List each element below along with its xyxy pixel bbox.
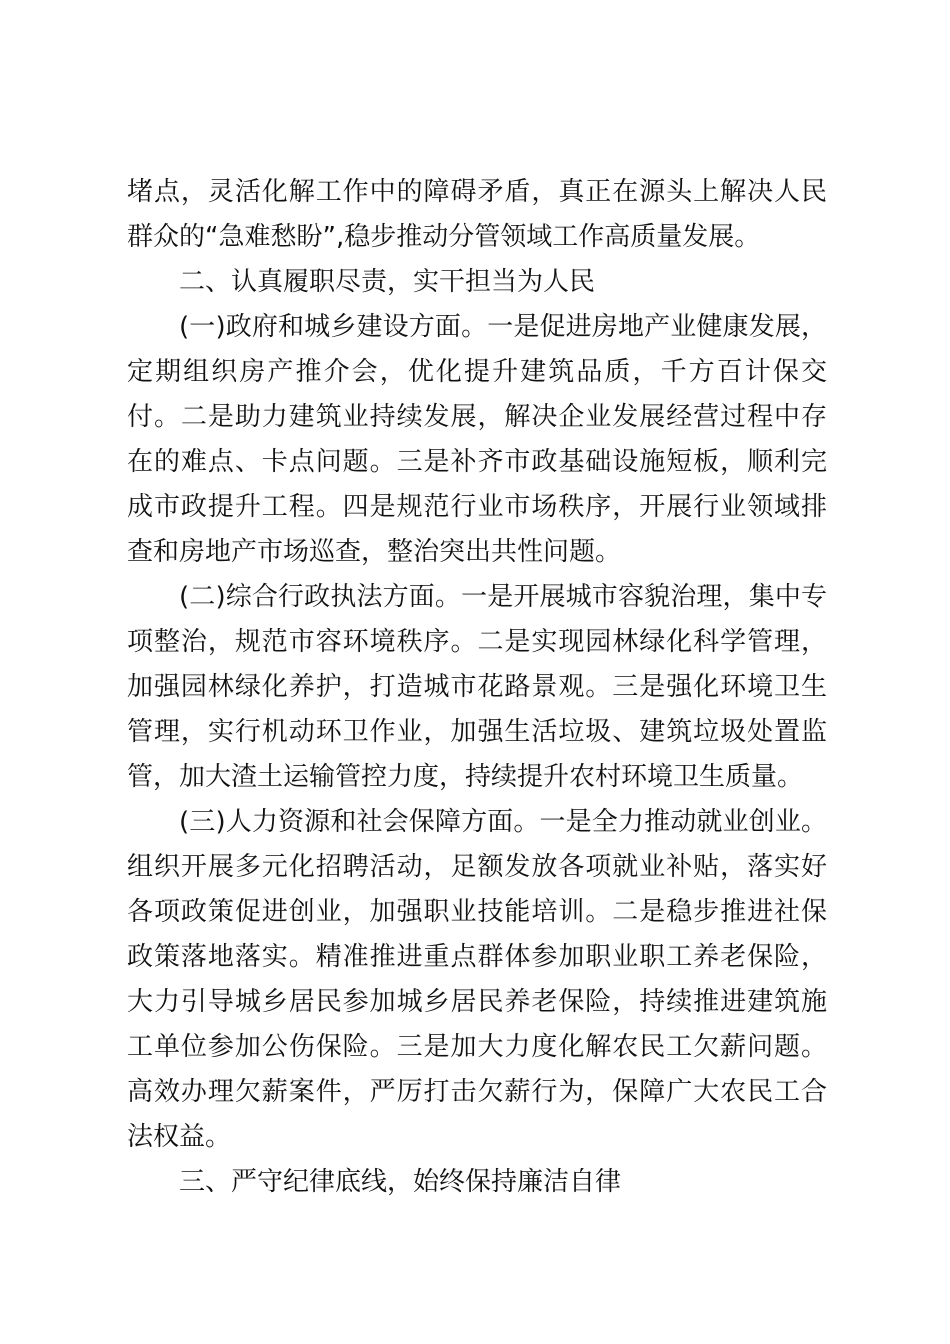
section-heading-2: 二、认真履职尽责，实干担当为人民: [179, 267, 596, 297]
document-body: [127, 170, 827, 1205]
section-heading-3: 三、严守纪律底线，始终保持廉洁自律: [179, 1167, 622, 1197]
paragraph-human-resources: (三)人力资源和社会保障方面。一是全力推动就业创业。组织开展多元化招聘活动，足额发放各项就业补贴，落实好各项政策促进创业，加强职业技能培训。二是稳步推进社保政策落地落实。精准推进重点群体参加职业职工养老保险，大力引导城乡居民参加城乡居民养老保险，持续推进建筑施工单位参加公伤保险。三是加大力度化解农民工欠薪问题。高效办理欠薪案件，严厉打击欠薪行为，保障广大农民工合法权益。: [127, 807, 827, 1152]
paragraph-continuation: 堵点，灵活化解工作中的障碍矛盾，真正在源头上解决人民群众的“急难愁盼”,稳步推动分管领域工作高质量发展。: [127, 177, 827, 252]
paragraph-urban-construction: (一)政府和城乡建设方面。一是促进房地产业健康发展，定期组织房产推介会，优化提升建筑品质，千方百计保交付。二是助力建筑业持续发展，解决企业发展经营过程中存在的难点、卡点问题。三是补齐市政基础设施短板，顺利完成市政提升工程。四是规范行业市场秩序，开展行业领域排查和房地产市场巡查，整治突出共性问题。: [127, 312, 827, 567]
paragraph-law-enforcement: (二)综合行政执法方面。一是开展城市容貌治理，集中专项整治，规范市容环境秩序。二是实现园林绿化科学管理，加强园林绿化养护，打造城市花路景观。三是强化环境卫生管理，实行机动环卫作业，加强生活垃圾、建筑垃圾处置监管，加大渣土运输管控力度，持续提升农村环境卫生质量。: [127, 582, 827, 792]
